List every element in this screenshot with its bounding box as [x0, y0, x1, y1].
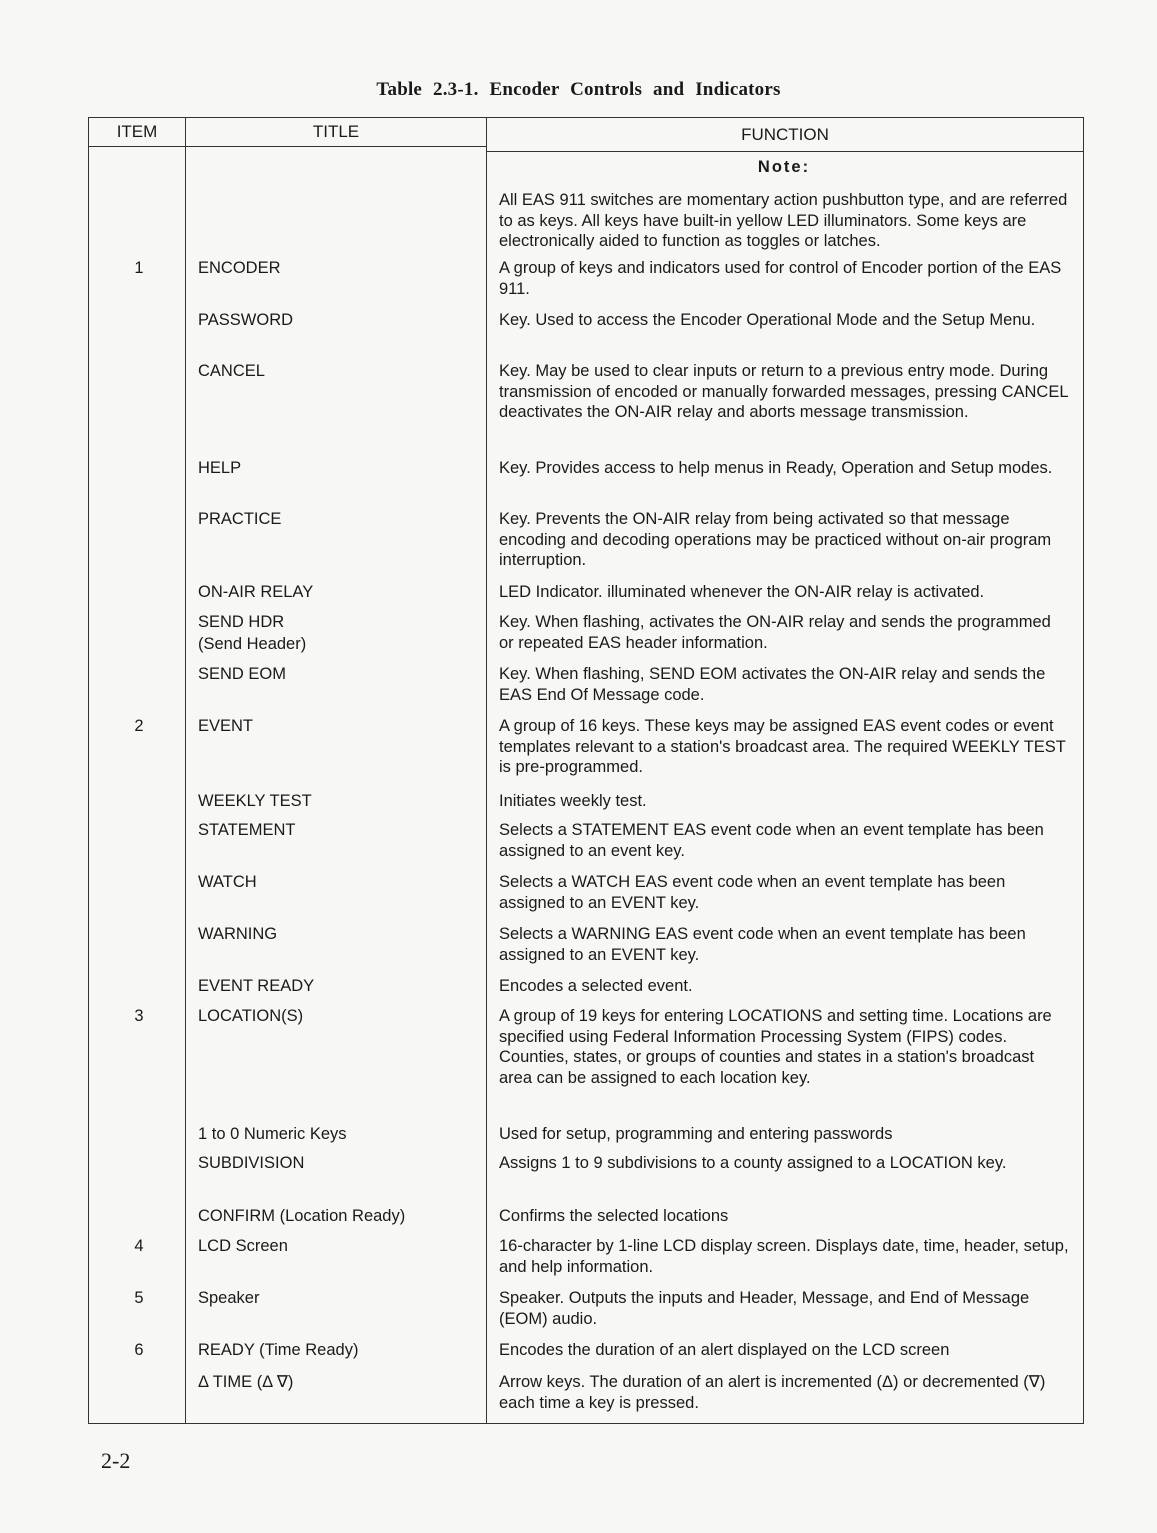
header-divider	[89, 146, 486, 147]
row-function: LED Indicator. illuminated whenever the ON-AIR relay is activated.	[499, 583, 985, 601]
column-divider	[185, 118, 186, 1423]
row-function: Encodes the duration of an alert displayed on the LCD screen	[499, 1341, 950, 1359]
row-title: HELP	[198, 459, 242, 477]
note-label: Note:	[757, 158, 811, 176]
row-item-number: 1	[134, 259, 144, 277]
row-title: PRACTICE	[198, 510, 282, 528]
page-number: 2-2	[101, 1448, 131, 1473]
row-function: A group of keys and indicators used for control of Encoder portion of the EAS 911.	[499, 259, 1062, 298]
row-title: EVENT	[198, 717, 254, 735]
row-function: 16-character by 1-line LCD display screen. Displays date, time, header, setup, and help information.	[499, 1237, 1069, 1276]
column-divider	[486, 118, 487, 1423]
controls-table	[88, 117, 1084, 1424]
row-title: WATCH	[198, 873, 257, 891]
row-item-number: 6	[134, 1341, 144, 1359]
row-title: LOCATION(S)	[198, 1007, 304, 1025]
row-item-number: 2	[134, 717, 144, 735]
row-title: SEND EOM	[198, 665, 287, 683]
row-function: Selects a WARNING EAS event code when an event template has been assigned to an EVENT key.	[499, 925, 1026, 964]
row-title: EVENT READY	[198, 977, 315, 995]
row-title: LCD Screen	[198, 1237, 288, 1255]
row-function: A group of 16 keys. These keys may be assigned EAS event codes or event templates relevant to a station's broadcast area. The required WEEKLY TEST is pre-programmed.	[499, 717, 1066, 776]
header-title: TITLE	[312, 122, 360, 141]
row-function: Assigns 1 to 9 subdivisions to a county assigned to a LOCATION key.	[499, 1154, 1007, 1172]
row-title: 1 to 0 Numeric Keys	[198, 1125, 347, 1143]
row-function: Initiates weekly test.	[499, 792, 647, 810]
header-divider	[486, 151, 1083, 152]
row-function: Selects a WATCH EAS event code when an event template has been assigned to an EVENT key.	[499, 873, 1006, 912]
row-function: Key. Used to access the Encoder Operational Mode and the Setup Menu.	[499, 311, 1036, 329]
row-function: Key. When flashing, activates the ON-AIR relay and sends the programmed or repeated EAS header information.	[499, 613, 1051, 652]
row-title-subtext: (Send Header)	[198, 635, 307, 653]
row-title: ON-AIR RELAY	[198, 583, 314, 601]
row-title: READY (Time Ready)	[198, 1341, 359, 1359]
header-function: FUNCTION	[741, 125, 829, 144]
row-title: STATEMENT	[198, 821, 296, 839]
row-title: PASSWORD	[198, 311, 294, 329]
row-function: Confirms the selected locations	[499, 1207, 729, 1225]
row-title: SEND HDR	[198, 613, 285, 631]
row-function: A group of 19 keys for entering LOCATIONS and setting time. Locations are specified using Federal Information Processing System (FIPS) codes. Counties, states, or groups of counties and states in a station's broadcast area can be assigned to each location key.	[499, 1007, 1052, 1087]
row-title: Speaker	[198, 1289, 260, 1307]
row-function: Key. Prevents the ON-AIR relay from being activated so that message encoding and decoding operations may be practiced without on-air program interruption.	[499, 510, 1052, 569]
row-function: Key. When flashing, SEND EOM activates the ON-AIR relay and sends the EAS End Of Message code.	[499, 665, 1046, 704]
row-function: Speaker. Outputs the inputs and Header, Message, and End of Message (EOM) audio.	[499, 1289, 1030, 1328]
note-text: All EAS 911 switches are momentary action pushbutton type, and are referred to as keys. All keys have built-in yellow LED illuminators. Some keys are electronically aided to function as toggles or latches.	[499, 191, 1068, 250]
row-title: CONFIRM (Location Ready)	[198, 1207, 406, 1225]
row-title: ENCODER	[198, 259, 281, 277]
row-title: Δ TIME (Δ ∇)	[198, 1373, 294, 1391]
row-function: Key. May be used to clear inputs or return to a previous entry mode. During transmission of encoded or manually forwarded messages, pressing CANCEL deactivates the ON-AIR relay and aborts message transmission.	[499, 362, 1068, 421]
row-title: CANCEL	[198, 362, 265, 380]
row-function: Selects a STATEMENT EAS event code when an event template has been assigned to an event key.	[499, 821, 1044, 860]
row-function: Key. Provides access to help menus in Ready, Operation and Setup modes.	[499, 459, 1053, 477]
row-item-number: 4	[134, 1237, 144, 1255]
row-function: Used for setup, programming and entering passwords	[499, 1125, 893, 1143]
row-item-number: 5	[134, 1289, 144, 1307]
row-title: WEEKLY TEST	[198, 792, 312, 810]
table-caption: Table 2.3-1. Encoder Controls and Indicators	[376, 79, 781, 100]
header-item: ITEM	[116, 122, 158, 141]
row-title: SUBDIVISION	[198, 1154, 305, 1172]
row-item-number: 3	[134, 1007, 144, 1025]
row-function: Arrow keys. The duration of an alert is incremented (Δ) or decremented (∇) each time a key is pressed.	[499, 1373, 1046, 1412]
row-title: WARNING	[198, 925, 278, 943]
row-function: Encodes a selected event.	[499, 977, 693, 995]
